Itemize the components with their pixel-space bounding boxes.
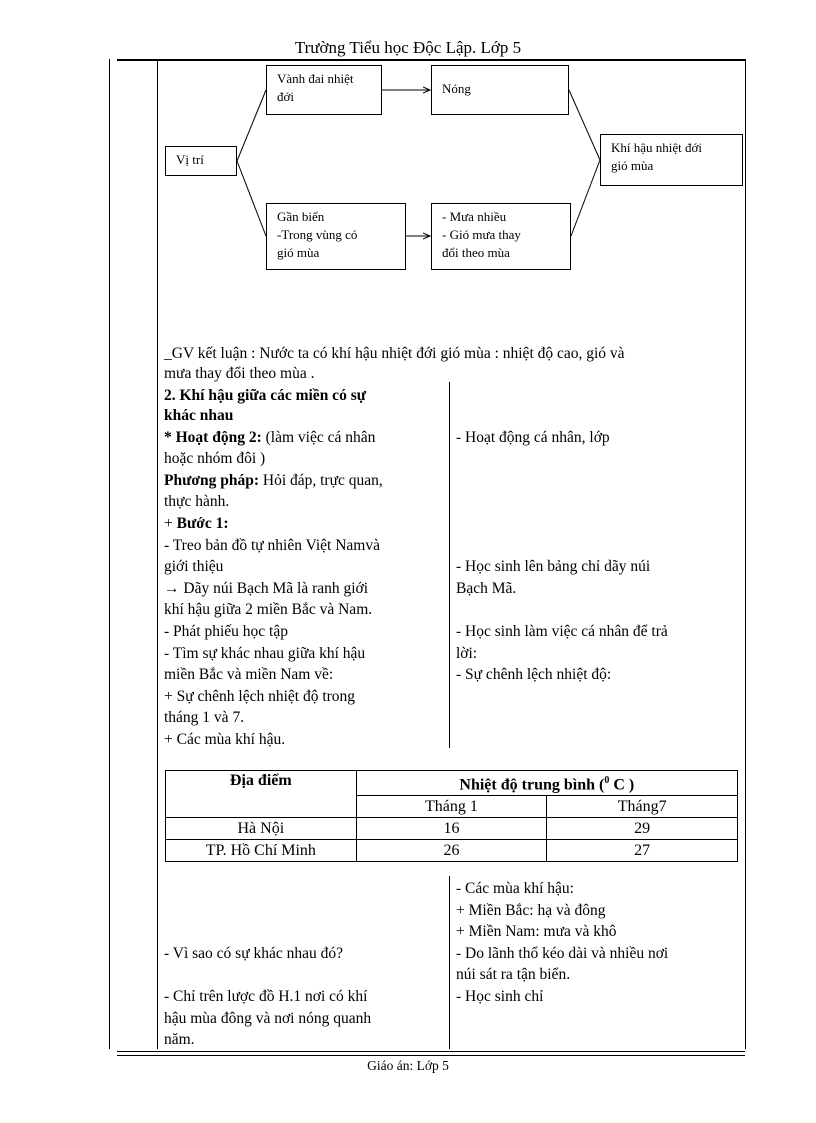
diagram-connectors <box>0 0 816 300</box>
column-divider-bottom <box>449 876 450 1049</box>
temperature-table <box>165 770 738 862</box>
box-khi-hau: Khí hậu nhiệt đới gió mùa <box>600 134 743 186</box>
vi-tri-text: Vị trí <box>176 152 204 167</box>
page-header: Trường Tiểu học Độc Lập. Lớp 5 <box>294 38 522 57</box>
header-place: Địa điểm <box>166 771 357 818</box>
table-row: Hà Nội 16 29 <box>166 818 738 840</box>
line-mua-khihau <box>571 160 600 236</box>
line-vitri-vanhdai <box>237 90 266 161</box>
column-divider <box>449 382 450 748</box>
bottom-rule-1 <box>117 1051 745 1052</box>
conclusion-line-2: mưa thay đổi theo mùa . <box>164 365 315 382</box>
step-line: + Bước 1: <box>164 515 229 532</box>
box-mua-nhieu: - Mưa nhiều - Gió mưa thay đổi theo mùa <box>431 203 571 270</box>
page-footer: Giáo án: Lớp 5 <box>367 1058 449 1073</box>
line-vitri-ganbien <box>237 161 266 236</box>
section-heading-2: khác nhau <box>164 407 234 424</box>
box-vanh-dai: Vành đai nhiệt đới <box>266 65 382 115</box>
header-temp: Nhiệt độ trung bình ($^0$ C ) <box>356 771 737 796</box>
activity-line: * Hoạt động 2: (làm việc cá nhân <box>164 429 376 446</box>
conclusion-line-1: _GV kết luận : Nước ta có khí hậu nhiệt đới gió mùa : nhiệt độ cao, gió và <box>164 345 625 362</box>
table-row: TP. Hồ Chí Minh 26 27 <box>166 840 738 862</box>
box-gan-bien: Gần biển -Trong vùng có gió mùa <box>266 203 406 270</box>
method-line: Phương pháp: Hỏi đáp, trực quan, <box>164 472 383 489</box>
line-nong-khihau <box>569 90 600 160</box>
header-month-1: Tháng 1 <box>356 796 547 818</box>
section-heading: 2. Khí hậu giữa các miền có sự <box>164 387 367 404</box>
box-nong: Nóng <box>431 65 569 115</box>
bottom-rule-2 <box>117 1055 745 1056</box>
header-month-7: Tháng7 <box>547 796 738 818</box>
